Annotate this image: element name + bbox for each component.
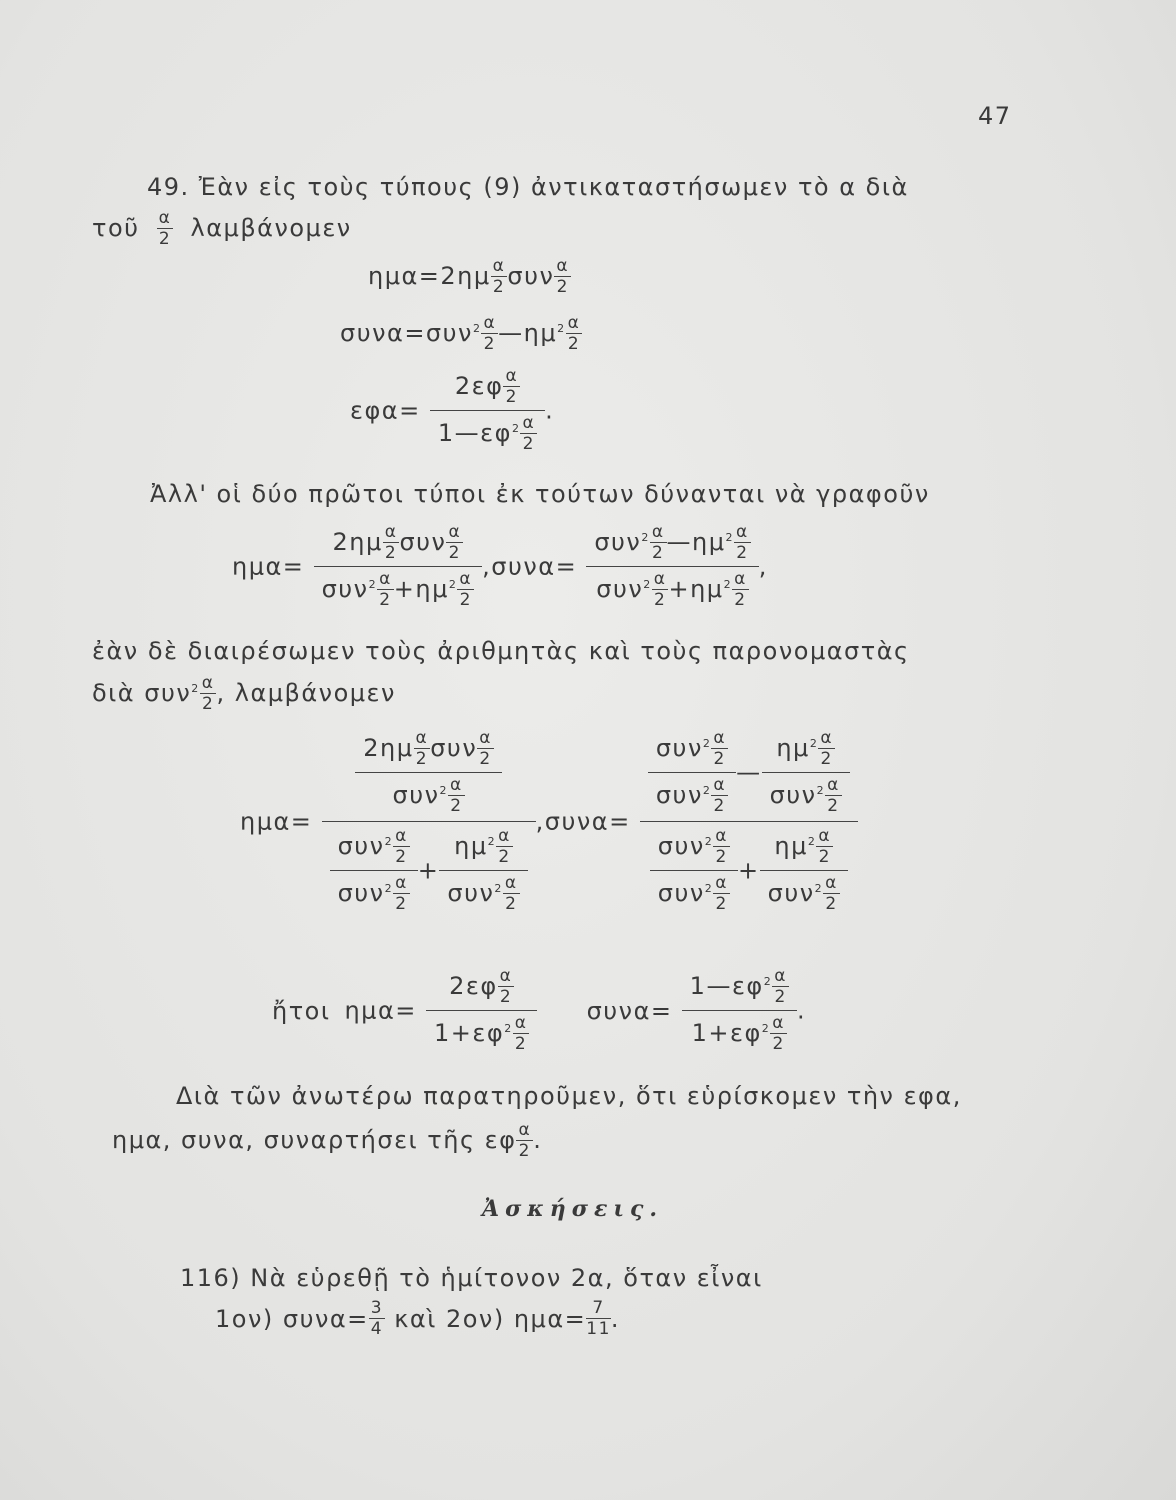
text-hma-syna: ημα, συνα, συναρτήσει τῆς εφ $\frac{\alpha}{2}$ . (112, 1120, 543, 1161)
text-all: Ἀλλ' οἱ δύο πρῶτοι τύποι ἐκ τούτων δύνανται νὰ γραφοῦν (150, 480, 930, 508)
page-number: 47 (978, 102, 1012, 130)
eq-final: ἤτοι ημα= 2εφ $\frac{\alpha}{2}$ $1+\varepsilon\varphi^2$ $\frac{\alpha}{2}$ συνα= $1—\varepsilon\varphi^2$ $\frac{\alpha}{2}$ $1+\varepsilon\varphi^2$ $\frac{\alpha}{2}$ . (272, 966, 807, 1054)
word-lambanomen: λαμβάνομεν (190, 214, 352, 242)
text-ean: ἐὰν δὲ διαιρέσωμεν τοὺς ἀριθμητὰς καὶ τοὺς παρονομαστὰς (92, 637, 910, 665)
eq-cos-double: συνα=συν$^2$ $\frac{\alpha}{2}$ $—\eta\mu^2$ $\frac{\alpha}{2}$ (340, 313, 581, 354)
para49-line2 (92, 210, 352, 248)
word-tou: τοῦ (92, 214, 140, 242)
para49-line1: 49. Ἐὰν εἰς τοὺς τύπους (9) ἀντικαταστήσωμεν τὸ α διὰ (147, 173, 909, 201)
exercises-heading: Ἀσκήσεις. (482, 1196, 664, 1222)
eq-compound: ημα= 2ημ $\frac{\alpha}{2}$ συν $\frac{\alpha}{2}$ συν$^2$ $\frac{\alpha}{2}$ συν$^2$ $\frac{\alpha}{2}$ συν$^2$ $\frac{\alpha}{2}$ + $\eta\mu^2$ $\frac{\alpha}{2}$ συν$^2$ $\frac{\alpha}{2}$ ,συνα= συν$^2$ $\frac{\alpha}{2}$ συν$^2$ $\frac{\alpha}{2}$ — $\eta\mu^2$ $\frac{\alpha}{2}$ συν$^2$ $\frac{\alpha}{2}$ συν$^2$ $\frac{\alpha}{2}$ συν$^2$ $\frac{\alpha}{2}$ + $\eta\mu^2$ $\frac{\alpha}{2}$ συν$^2$ $\frac{\alpha}{2}$ (240, 730, 858, 913)
exercise-116-line2: 1ον) συνα= $\frac{3}{4}$ καὶ 2ον) ημα= $\frac{7}{11}$ . (215, 1298, 621, 1339)
text-dia-ton: Διὰ τῶν ἀνωτέρω παρατηροῦμεν, ὅτι εὑρίσκομεν τὴν εφα, (176, 1082, 962, 1110)
eq-tan-double: εφα= 2εφ $\frac{\alpha}{2}$ $1—\varepsilon\varphi^2$ $\frac{\alpha}{2}$ . (350, 366, 555, 454)
exercise-116-line1: 116) Νὰ εὑρεθῇ τὸ ἡμίτονον 2α, ὅταν εἶναι (180, 1264, 763, 1292)
frac-a-over-2: $\frac{\alpha}{2}$ (158, 208, 172, 249)
text-dia: διὰ συν$^2$ $\frac{\alpha}{2}$ , λαμβάνομεν (92, 673, 396, 714)
eq-rewritten: ημα= 2ημ $\frac{\alpha}{2}$ συν $\frac{\alpha}{2}$ συν$^2$ $\frac{\alpha}{2}$ $+\eta\mu^2$ $\frac{\alpha}{2}$ ,συνα= συν$^2$ $\frac{\alpha}{2}$ $—\eta\mu^2$ $\frac{\alpha}{2}$ συν$^2$ $\frac{\alpha}{2}$ $+\eta\mu^2$ $\frac{\alpha}{2}$ , (232, 522, 768, 610)
eq-sin-double: ημα=2ημ $\frac{\alpha}{2}$ συν $\frac{\alpha}{2}$ (368, 256, 570, 297)
